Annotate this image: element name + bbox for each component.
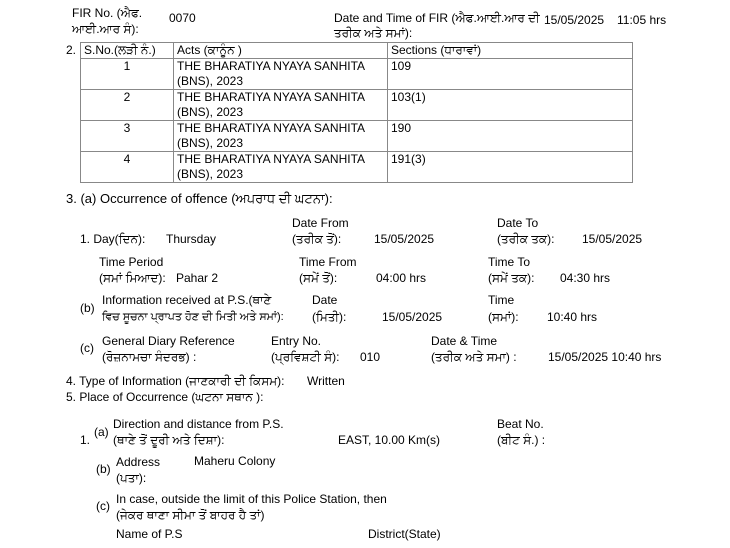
- fir-no-value: 0070: [169, 11, 196, 25]
- time-from-label-pa: (ਸਮੇਂ ਤੋਂ):: [299, 271, 338, 285]
- place-heading: 5. Place of Occurrence (ਘਟਨਾ ਸਥਾਨ ):: [66, 390, 264, 404]
- direction-label-pa: (ਥਾਣੇ ਤੋਂ ਦੂਰੀ ਅਤੇ ਦਿਸ਼ਾ):: [113, 433, 225, 447]
- col-sno-header: S.No.(ਲੜੀ ਨੰ.): [81, 43, 174, 59]
- gd-label: General Diary Reference: [102, 334, 235, 348]
- day-value: Thursday: [166, 232, 217, 246]
- fir-no-label: FIR No. (ਐਫ.: [72, 6, 143, 20]
- act-name: THE BHARATIYA NYAYA SANHITA: [177, 152, 366, 166]
- act-name: THE BHARATIYA NYAYA SANHITA: [177, 90, 366, 104]
- direction-value: EAST, 10.00 Km(s): [338, 433, 441, 447]
- gd-marker: (c): [80, 341, 94, 355]
- fir-time-value: 11:05 hrs: [617, 13, 667, 27]
- date-from-label: Date From: [292, 216, 349, 230]
- gd-label-pa: (ਰੋਜ਼ਨਾਮਚਾ ਸੰਦਰਭ) :: [102, 350, 197, 364]
- day-label: 1. Day(ਦਿਨ):: [80, 232, 146, 246]
- time-from-label: Time From: [299, 255, 357, 269]
- place-item-number: 1.: [80, 433, 91, 447]
- info-received-label-pa: ਵਿਚ ਸੂਚਨਾ ਪ੍ਰਾਪਤ ਹੋਣ ਦੀ ਮਿਤੀ ਅਤੇ ਸਮਾਂ):: [102, 311, 284, 323]
- time-from-value: 04:00 hrs: [376, 271, 427, 285]
- table-row: [81, 59, 633, 90]
- type-of-info-value: Written: [307, 374, 345, 388]
- info-time-value: 10:40 hrs: [547, 310, 598, 324]
- direction-label: Direction and distance from P.S.: [113, 417, 284, 431]
- date-from-value: 15/05/2025: [374, 232, 435, 246]
- act-year: (BNS), 2023: [177, 105, 244, 119]
- address-label-pa: (ਪਤਾ):: [116, 471, 147, 485]
- ps-name-label: Name of P.S: [116, 527, 183, 541]
- fir-datetime-label-pa: ਤਰੀਕ ਅਤੇ ਸਮਾਂ):: [334, 26, 413, 40]
- date-to-label: Date To: [497, 216, 539, 230]
- act-name: THE BHARATIYA NYAYA SANHITA: [177, 59, 366, 73]
- gd-datetime-value: 15/05/2025 10:40 hrs: [548, 350, 662, 364]
- table-row: [81, 90, 633, 121]
- date-to-value: 15/05/2025: [582, 232, 643, 246]
- time-to-label: Time To: [488, 255, 531, 269]
- entry-no-label: Entry No.: [271, 334, 322, 348]
- sno-cell: 1: [81, 59, 174, 90]
- place-a-marker: (a): [94, 425, 109, 439]
- section-cell: 190: [388, 121, 633, 152]
- district-label: District(State): [368, 527, 441, 541]
- act-year: (BNS), 2023: [177, 167, 244, 181]
- address-value: Maheru Colony: [194, 454, 276, 468]
- beat-no-label: Beat No.: [497, 417, 544, 431]
- date-to-label-pa: (ਤਰੀਕ ਤਕ):: [497, 232, 555, 246]
- acts-section-number: 2.: [66, 43, 77, 57]
- sno-cell: 2: [81, 90, 174, 121]
- time-to-value: 04:30 hrs: [560, 271, 611, 285]
- info-date-label-pa: (ਮਿਤੀ):: [312, 310, 347, 324]
- entry-no-label-pa: (ਪ੍ਰਵਿਸ਼ਟੀ ਸੰ):: [271, 350, 340, 364]
- gd-datetime-label-pa: (ਤਰੀਕ ਅਤੇ ਸਮਾ) :: [431, 350, 517, 364]
- occurrence-heading: 3. (a) Occurrence of offence (ਅਪਰਾਧ ਦੀ ਘਟਨਾ):: [66, 191, 333, 206]
- col-acts-header: Acts (ਕਾਨੂੰਨ ): [174, 43, 388, 59]
- sno-cell: 3: [81, 121, 174, 152]
- table-row: [81, 152, 633, 183]
- place-b-marker: (b): [96, 462, 111, 476]
- info-received-marker: (b): [80, 301, 95, 315]
- act-cell: [174, 152, 388, 183]
- outside-ps-label: In case, outside the limit of this Police Station, then: [116, 492, 387, 506]
- col-sections-header: Sections (ਧਾਰਾਵਾਂ): [388, 43, 633, 59]
- act-cell: [174, 121, 388, 152]
- info-received-label: Information received at P.S.(ਥਾਣੇ: [102, 293, 272, 307]
- act-name: THE BHARATIYA NYAYA SANHITA: [177, 121, 366, 135]
- act-year: (BNS), 2023: [177, 136, 244, 150]
- sno-cell: 4: [81, 152, 174, 183]
- act-cell: [174, 59, 388, 90]
- info-time-label-pa: (ਸਮਾਂ):: [488, 310, 519, 324]
- fir-no-label-pa: ਆਈ.ਆਰ ਸੰ):: [72, 22, 139, 36]
- info-date-label: Date: [312, 293, 338, 307]
- act-cell: [174, 90, 388, 121]
- acts-table-header: [81, 43, 633, 59]
- time-to-label-pa: (ਸਮੇਂ ਤਕ):: [488, 271, 535, 285]
- outside-ps-label-pa: (ਜੇਕਰ ਥਾਣਾ ਸੀਮਾ ਤੋਂ ਬਾਹਰ ਹੈ ਤਾਂ): [116, 508, 265, 522]
- time-period-value: Pahar 2: [176, 271, 219, 285]
- type-of-info-label: 4. Type of Information (ਜਾਣਕਾਰੀ ਦੀ ਕਿਸਮ):: [66, 374, 285, 388]
- address-label: Address: [116, 455, 161, 469]
- section-cell: 109: [388, 59, 633, 90]
- time-period-label-pa: (ਸਮਾਂ ਮਿਆਦ):: [99, 271, 166, 285]
- place-c-marker: (c): [96, 499, 110, 513]
- gd-datetime-label: Date & Time: [431, 334, 498, 348]
- fir-datetime-label: Date and Time of FIR (ਐਫ.ਆਈ.ਆਰ ਦੀ: [334, 11, 540, 25]
- fir-date-value: 15/05/2025: [544, 13, 605, 27]
- act-year: (BNS), 2023: [177, 74, 244, 88]
- info-date-value: 15/05/2025: [382, 310, 443, 324]
- info-time-label: Time: [488, 293, 515, 307]
- table-row: [81, 121, 633, 152]
- beat-no-label-pa: (ਬੀਟ ਸੰ.) :: [497, 433, 546, 447]
- date-from-label-pa: (ਤਰੀਕ ਤੋਂ):: [292, 232, 342, 246]
- section-cell: 103(1): [388, 90, 633, 121]
- time-period-label: Time Period: [99, 255, 164, 269]
- acts-table: [80, 42, 633, 183]
- section-cell: 191(3): [388, 152, 633, 183]
- entry-no-value: 010: [360, 350, 381, 364]
